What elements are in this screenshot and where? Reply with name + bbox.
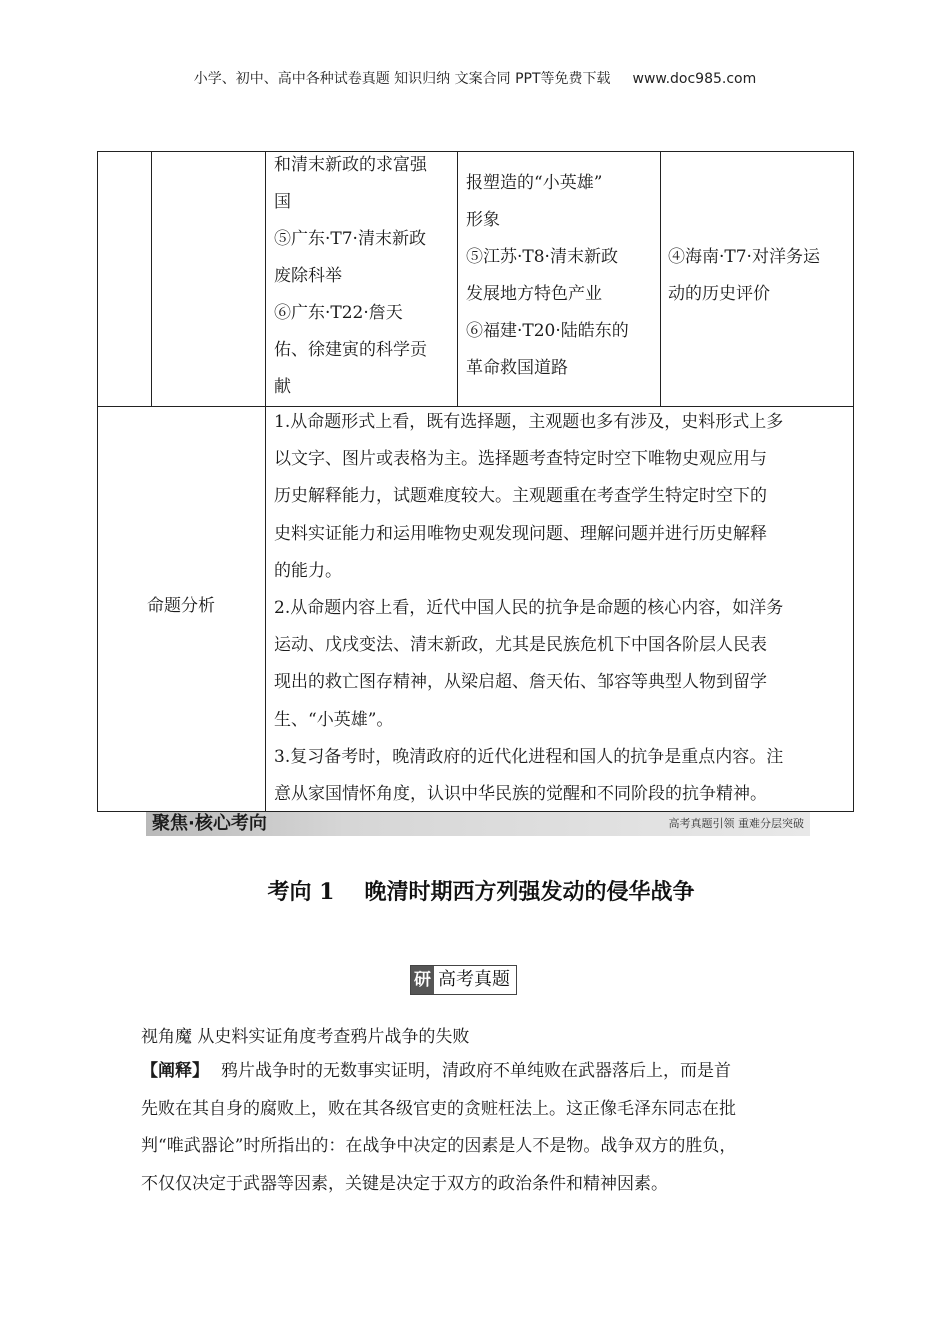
- text-line: ⑤江苏·T8·清末新政: [466, 247, 618, 267]
- col5-content: [668, 239, 848, 313]
- text-line: 以文字、图片或表格为主。选择题考查特定时空下唯物史观应用与: [274, 449, 767, 470]
- analysis-content: [274, 404, 850, 813]
- text-line: 3.复习备考时，晚清政府的近代化进程和国人的抗争是重点内容。注: [274, 746, 784, 767]
- table-cell-col1: [97, 151, 152, 407]
- section-heading: 晚清时期西方列强发动的侵华战争: [364, 879, 695, 905]
- banner-title: 聚焦·核心考向: [152, 813, 267, 834]
- text-line: ⑥福建·T20·陆皓东的: [466, 321, 629, 341]
- text-line: 不仅仅决定于武器等因素，关键是决定于双方的政治条件和精神因素。: [141, 1173, 668, 1194]
- text-line: 鸦片战争时的无数事实证明，清政府不单纯败在武器落后上，而是首: [221, 1061, 731, 1081]
- section-number: 考向 1: [267, 879, 335, 905]
- text-line: 的能力。: [274, 560, 342, 581]
- text-line: ④海南·T7·对洋务运: [668, 247, 820, 267]
- text-line: ⑤广东·T7·清末新政: [274, 229, 426, 249]
- explanation-label: 【阐释】: [141, 1061, 209, 1081]
- header-url[interactable]: www.doc985.com: [632, 71, 757, 87]
- header-text: 小学、初中、高中各种试卷真题 知识归纳 文案合同 PPT等免费下载: [193, 71, 611, 87]
- explanation-paragraph: [141, 1053, 831, 1203]
- text-line: ⑥广东·T22·詹天: [274, 303, 403, 323]
- text-line: 佑、徐建寅的科学贡: [274, 340, 427, 360]
- text-line: 现出的救亡图存精神，从梁启超、詹天佑、邹容等典型人物到留学: [274, 672, 767, 693]
- table-cell-col2: [152, 151, 266, 407]
- text-line: 先败在其自身的腐败上，败在其各级官吏的贪赃枉法上。这正像毛泽东同志在批: [141, 1098, 736, 1119]
- text-line: 运动、戊戌变法、清末新政，尤其是民族危机下中国各阶层人民表: [274, 635, 767, 656]
- analysis-label: 命题分析: [147, 596, 215, 616]
- text-line: 和清末新政的求富强: [274, 155, 427, 175]
- text-line: 形象: [466, 210, 500, 230]
- exam-tag: [410, 965, 517, 995]
- tag-label: 高考真题: [438, 969, 510, 990]
- focus-banner: [146, 812, 810, 836]
- paragraph-line-1: [141, 1053, 831, 1091]
- col4-content: [466, 165, 656, 387]
- section-title: [0, 875, 950, 906]
- research-icon: 研: [411, 966, 434, 994]
- col3-content: [274, 147, 458, 406]
- text-line: 发展地方特色产业: [466, 284, 602, 304]
- text-line: 献: [274, 377, 291, 397]
- page-header: [0, 68, 950, 88]
- text-line: 史料实证能力和运用唯物史观发现问题、理解问题并进行历史解释: [274, 523, 767, 544]
- subsection-title: 视角魔 从史料实证角度考查鸦片战争的失败: [141, 1027, 470, 1047]
- text-line: 1.从命题形式上看，既有选择题，主观题也多有涉及，史料形式上多: [274, 412, 784, 432]
- text-line: 判“唯武器论”时所指出的：在战争中决定的因素是人不是物。战争双方的胜负，: [141, 1136, 737, 1156]
- text-line: 生、“小英雄”。: [274, 709, 394, 730]
- text-line: 历史解释能力，试题难度较大。主观题重在考查学生特定时空下的: [274, 486, 767, 507]
- text-line: 国: [274, 192, 291, 212]
- text-line: 意从家国情怀角度，认识中华民族的觉醒和不同阶段的抗争精神。: [274, 784, 767, 805]
- text-line: 动的历史评价: [668, 284, 770, 304]
- text-line: 报塑造的“小英雄”: [466, 173, 603, 193]
- banner-subtitle: 高考真题引领 重难分层突破: [668, 817, 804, 830]
- text-line: 废除科举: [274, 266, 342, 286]
- text-line: 革命救国道路: [466, 358, 568, 378]
- text-line: 2.从命题内容上看，近代中国人民的抗争是命题的核心内容，如洋务: [274, 598, 784, 619]
